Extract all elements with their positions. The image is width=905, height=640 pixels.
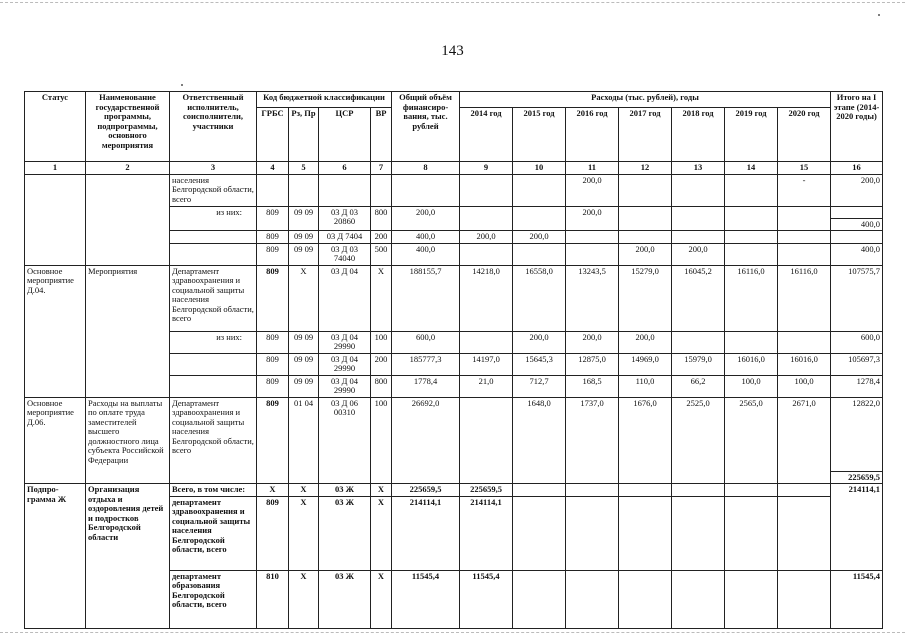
value-2014: 200,0 [460, 231, 513, 244]
scan-speck [181, 84, 183, 86]
col-number: 4 [257, 162, 289, 175]
vr-cell: 200 [371, 231, 392, 244]
rzpr-cell: 09 09 [289, 243, 319, 265]
rzpr-cell: 09 09 [289, 353, 319, 375]
value-2014: 225659,5 [460, 484, 513, 497]
table-row [25, 397, 883, 471]
value-2015: 16558,0 [513, 265, 566, 331]
stage-total-cell: 225659,5 [831, 471, 883, 484]
rzpr-cell: 01 04 [289, 397, 319, 484]
header-responsible: Ответственный исполнитель, соисполнители, участники [170, 92, 257, 162]
csr-cell: 03 Д 03 74040 [319, 243, 371, 265]
total-cell: 1778,4 [392, 375, 460, 397]
stage-total-cell: 600,0 [831, 331, 883, 353]
vr-cell: 500 [371, 243, 392, 265]
responsible-cell: Всего, в том числе: [170, 484, 257, 497]
page-number: 143 [441, 43, 464, 59]
header-row-1 [25, 92, 883, 108]
total-cell: 600,0 [392, 331, 460, 353]
stage-total-cell: 1278,4 [831, 375, 883, 397]
col-number: 1 [25, 162, 86, 175]
grbs-cell: 809 [257, 231, 289, 244]
responsible-cell: из них: [170, 206, 257, 231]
status-cell: Основное мероприятие Д.06. [25, 397, 86, 484]
rzpr-cell: X [289, 265, 319, 331]
responsible-cell: департамент здравоохранения и социальной защиты населения Белгородской области, всего [170, 496, 257, 570]
vr-cell: X [371, 570, 392, 628]
total-cell: 185777,3 [392, 353, 460, 375]
rzpr-cell: X [289, 484, 319, 497]
grbs-cell: 810 [257, 570, 289, 628]
table-row [25, 174, 883, 206]
value-2015: 1648,0 [513, 397, 566, 484]
value-2019: 2565,0 [725, 397, 778, 484]
value-2016: 168,5 [566, 375, 619, 397]
value-2017: 1676,0 [619, 397, 672, 484]
table-row [25, 484, 883, 497]
col-number: 8 [392, 162, 460, 175]
header-year: 2016 год [566, 108, 619, 162]
header-year: 2014 год [460, 108, 513, 162]
value-2014: 214114,1 [460, 496, 513, 570]
vr-cell: 200 [371, 353, 392, 375]
responsible-cell: Департамент здравоохранения и социальной защиты населения Белгородской области, всего [170, 397, 257, 484]
value-2014: 14218,0 [460, 265, 513, 331]
value-2019: 16016,0 [725, 353, 778, 375]
value-2017: 110,0 [619, 375, 672, 397]
header-rzpr: Рз, Пр [289, 108, 319, 162]
header-year: 2015 год [513, 108, 566, 162]
grbs-cell: 809 [257, 265, 289, 331]
col-number: 16 [831, 162, 883, 175]
grbs-cell: 809 [257, 496, 289, 570]
value-2018: 66,2 [672, 375, 725, 397]
value-2015: 200,0 [513, 231, 566, 244]
value-2018: 15979,0 [672, 353, 725, 375]
vr-cell: X [371, 484, 392, 497]
header-status: Статус [25, 92, 86, 162]
value-2019: 16116,0 [725, 265, 778, 331]
stage-total-cell: 105697,3 [831, 353, 883, 375]
value-2015: 712,7 [513, 375, 566, 397]
top-edge-line [0, 2, 905, 3]
csr-cell: 03 Д 7404 [319, 231, 371, 244]
value-2014: 14197,0 [460, 353, 513, 375]
col-number: 9 [460, 162, 513, 175]
csr-cell: 03 Д 04 29990 [319, 353, 371, 375]
col-number: 2 [86, 162, 170, 175]
value-2015: 200,0 [513, 331, 566, 353]
csr-cell: 03 Д 03 20860 [319, 206, 371, 231]
name-cell [86, 174, 170, 265]
value-2018: 2525,0 [672, 397, 725, 484]
header-year: 2017 год [619, 108, 672, 162]
stage-total-cell: 107575,7 [831, 265, 883, 331]
responsible-cell: населения Белгородской области, всего [170, 174, 257, 206]
vr-cell: 800 [371, 375, 392, 397]
value-2020: 16016,0 [778, 353, 831, 375]
csr-cell: 03 Ж [319, 484, 371, 497]
stage-total-cell: 400,0 [831, 218, 883, 231]
stage-total-cell: 200,0 [831, 174, 883, 206]
col-number: 13 [672, 162, 725, 175]
col-number: 6 [319, 162, 371, 175]
total-cell: 400,0 [392, 231, 460, 244]
rzpr-cell: 09 09 [289, 331, 319, 353]
rzpr-cell: 09 09 [289, 206, 319, 231]
table-row [25, 265, 883, 331]
total-cell: 188155,7 [392, 265, 460, 331]
value-2020: 16116,0 [778, 265, 831, 331]
header-vr: ВР [371, 108, 392, 162]
header-year: 2020 год [778, 108, 831, 162]
csr-cell: 03 Д 04 29990 [319, 375, 371, 397]
grbs-cell: 809 [257, 397, 289, 484]
csr-cell: 03 Д 04 29990 [319, 331, 371, 353]
col-number: 10 [513, 162, 566, 175]
status-cell [25, 174, 86, 265]
header-stage-total: Итого на I этапе (2014-2020 годы) [831, 92, 883, 162]
value-2018: 16045,2 [672, 265, 725, 331]
budget-table [24, 91, 883, 629]
col-number: 5 [289, 162, 319, 175]
grbs-cell: 809 [257, 206, 289, 231]
csr-cell: 03 Д 06 00310 [319, 397, 371, 484]
responsible-cell: департамент образования Белгородской области, всего [170, 570, 257, 628]
header-name: Наименование государственной программы, подпрограммы, основного мероприятия [86, 92, 170, 162]
value-2016: 200,0 [566, 331, 619, 353]
value-2017: 200,0 [619, 243, 672, 265]
vr-cell: X [371, 265, 392, 331]
total-cell: 214114,1 [392, 496, 460, 570]
rzpr-cell: X [289, 570, 319, 628]
col-number: 11 [566, 162, 619, 175]
stage-total-cell: 11545,4 [831, 570, 883, 628]
grbs-cell: X [257, 484, 289, 497]
responsible-cell: Департамент здравоохранения и социальной защиты населения Белгородской области, всего [170, 265, 257, 331]
value-2017: 14969,0 [619, 353, 672, 375]
value-2020: 2671,0 [778, 397, 831, 484]
grbs-cell: 809 [257, 331, 289, 353]
header-year: 2018 год [672, 108, 725, 162]
header-budget-code: Код бюджетной классификации [257, 92, 392, 108]
value-2016: 12875,0 [566, 353, 619, 375]
column-number-row [25, 162, 883, 175]
csr-cell: 03 Ж [319, 496, 371, 570]
value-2017: 15279,0 [619, 265, 672, 331]
responsible-cell: из них: [170, 331, 257, 353]
value-2018: 200,0 [672, 243, 725, 265]
header-csr: ЦСР [319, 108, 371, 162]
value-2017: 200,0 [619, 331, 672, 353]
grbs-cell: 809 [257, 353, 289, 375]
total-cell: 400,0 [392, 243, 460, 265]
scan-speck [878, 14, 880, 16]
name-cell: Организация отдыха и оздоровления детей и подростков Белгородской области [86, 484, 170, 629]
vr-cell: 100 [371, 397, 392, 484]
value-2019: 100,0 [725, 375, 778, 397]
header-expenses: Расходы (тыс. рублей), годы [460, 92, 831, 108]
stage-total-cell: 214114,1 [831, 484, 883, 571]
total-cell: 225659,5 [392, 484, 460, 497]
value-2016: 200,0 [566, 174, 619, 206]
total-cell: 26692,0 [392, 397, 460, 484]
value-2014: 11545,4 [460, 570, 513, 628]
col-number: 12 [619, 162, 672, 175]
header-total: Общий объём финансиро- вания, тыс. рублей [392, 92, 460, 162]
status-cell: Основное мероприятие Д.04. [25, 265, 86, 397]
vr-cell: 100 [371, 331, 392, 353]
vr-cell: X [371, 496, 392, 570]
stage-total-cell: 400,0 [831, 243, 883, 265]
total-cell: 11545,4 [392, 570, 460, 628]
vr-cell: 800 [371, 206, 392, 231]
value-2016: 200,0 [566, 206, 619, 231]
status-cell: Подпро- грамма Ж [25, 484, 86, 629]
value-2016: 13243,5 [566, 265, 619, 331]
value-2020: - [778, 174, 831, 206]
csr-cell: 03 Ж [319, 570, 371, 628]
grbs-cell: 809 [257, 243, 289, 265]
col-number: 7 [371, 162, 392, 175]
rzpr-cell: 09 09 [289, 231, 319, 244]
value-2016: 1737,0 [566, 397, 619, 484]
col-number: 15 [778, 162, 831, 175]
value-2015: 15645,3 [513, 353, 566, 375]
col-number: 14 [725, 162, 778, 175]
value-2020: 100,0 [778, 375, 831, 397]
value-2014: 21,0 [460, 375, 513, 397]
header-grbs: ГРБС [257, 108, 289, 162]
csr-cell: 03 Д 04 [319, 265, 371, 331]
grbs-cell: 809 [257, 375, 289, 397]
rzpr-cell: X [289, 496, 319, 570]
col-number: 3 [170, 162, 257, 175]
name-cell: Мероприятия [86, 265, 170, 397]
rzpr-cell: 09 09 [289, 375, 319, 397]
bottom-edge-line [0, 632, 905, 633]
header-year: 2019 год [725, 108, 778, 162]
name-cell: Расходы на выплаты по оплате труда заместителей высшего должностного лица субъекта Российской Федерации [86, 397, 170, 484]
total-cell: 200,0 [392, 206, 460, 231]
stage-total-cell: 12822,0 [831, 397, 883, 471]
